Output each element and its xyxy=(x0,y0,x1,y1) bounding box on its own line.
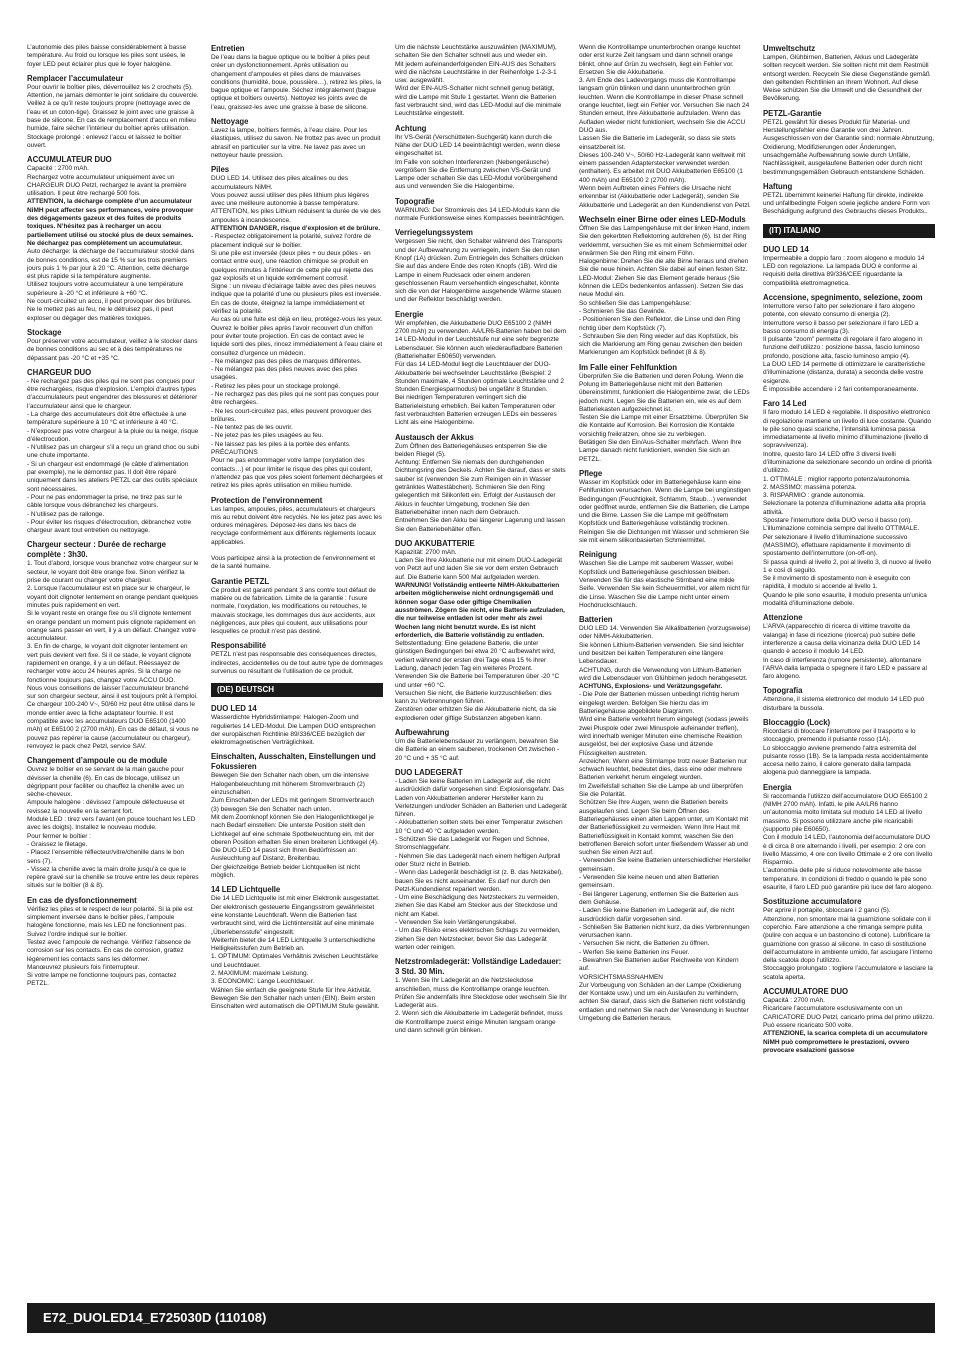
body-paragraph: Kapazität: 2700 mAh. xyxy=(395,548,457,556)
body-paragraph: Nous vous conseillons de laisser l’accumulateur branché sur son chargeur secteur, ainsi il est toujours prêt à l’emploi. xyxy=(27,684,198,701)
body-paragraph: Per aprire il portapile, sbloccare i 2 ganci (5). xyxy=(763,907,891,915)
body-paragraph: - Akkubatterien sollten stets bei einer Temperatur zwischen 10 °C und 40 °C aufgeladen werden. xyxy=(395,819,563,835)
body-paragraph: Vous participez ainsi à la protection de l’environnement et de la santé humaine. xyxy=(211,555,376,571)
body-paragraph: L’autonomia delle pile si riduce notevolmente alle basse temperature. In condizioni di freddo o quando le pile sono esaurite, il faro LED può garantire più luce del faro alogeno. xyxy=(763,867,933,892)
body-paragraph: Interruttore verso l’alto per selezionare il faro alogeno potente, con elevato consumo di energia (2). xyxy=(763,302,915,319)
body-paragraph: 1. OPTIMUM: Optimales Verhältnis zwischen Leuchtstärke und Leuchtdauer. xyxy=(211,953,379,969)
body-paragraph: L’ARVA (apparecchio di ricerca di vittime travolte da valanga) in fase di ricezione (ricerca) può subire delle interferenze a causa della vicinanza della DUO LED 14 quando è acceso il modulo 14 LED. xyxy=(763,623,921,656)
body-paragraph: ACHTUNG, durch die Verwendung von Lithium-Batterien wird die Lebensdauer von Glühbirnen jedoch herabgesetzt. xyxy=(579,666,748,682)
section-heading: CHARGEUR DUO xyxy=(27,367,92,377)
body-paragraph: Um die nächste Leuchtstärke auszuwählen (MAXIMUM), schalten Sie den Schalter schnell aus und wieder ein. xyxy=(395,44,557,60)
text-column-3 xyxy=(395,44,567,1296)
body-paragraph: Inoltre, questo faro 14 LED offre 3 diversi livelli d’illuminazione da selezionare secondo un ordine di priorità d’utilizzo. xyxy=(763,450,932,475)
body-paragraph: Im Zweifelsfall schalten Sie die Lampe ab und überprüfen Sie die Polarität. xyxy=(579,782,743,799)
section-heading: Energie xyxy=(395,309,424,319)
body-paragraph: Rechargez votre accumulateur uniquement avec un CHARGEUR DUO Petzl, rechargez le avant la première utilisation. Il peut être rechargé 500 fois. xyxy=(27,173,187,198)
body-paragraph: Ce chargeur 100-240 V~, 50/60 Hz peut être utilisé dans le monde entier avec la fiche adaptateur fournie. Il est compatible avec les accumulateurs DUO E65100 (1400 mAh) et E65100 2 (2700 mAh). En cas de défaut, si vous ne pouvez pas repérer la cause (accumulateur ou chargeur), renvoyez le pack chez Petzl, service SAV. xyxy=(27,701,199,750)
section-heading: Im Falle einer Fehlfunktion xyxy=(579,362,677,372)
body-paragraph: È impossibile accendere i 2 fari contemporaneamente. xyxy=(763,385,919,393)
section-heading: Wechseln einer Birne oder eines LED-Moduls xyxy=(579,214,746,224)
body-paragraph: Zum Öffnen des Batteriegehäuses entsperren Sie die beiden Riegel (5). xyxy=(395,442,547,458)
body-paragraph: - Respectez obligatoirement la polarité, suivez l’ordre de placement indiqué sur le boîtier. xyxy=(211,233,372,249)
body-paragraph: - Positionieren Sie den Reflektor, die Linse und den Ring richtig über dem Kopfstück (7). xyxy=(579,316,741,332)
body-paragraph: So schließen Sie das Lampengehäuse: xyxy=(579,299,692,307)
body-paragraph: Für das 14 LED-Modul liegt die Leuchtdauer der DUO-Akkubatterie bei wechselnder Leuchtstärke (Beispiel: 2 Stunden maximale, 4 Stunden optimale Leuchtstärke und 2 Stunden Energiesparmodus) bei ungefähr 8 Stunden. xyxy=(395,361,564,394)
body-paragraph: Zerstören oder erhitzen Sie die Akkubatterie nicht, da sie explodieren oder giftige Substanzen abgeben kann. xyxy=(395,706,557,722)
warning-paragraph: WARNUNG! Vollständig entleerte NiMH-Akkubatterien arbeiten möglicherweise nicht ordnungsgemäß und können sogar Gase oder giftige Chemikalien ausströmen. Zögern Sie nicht, eine Batterie aufzuladen, die nur teilweise entladen ist oder mehr als zwei Wochen lang nicht benutzt wurde. Es ist nicht erforderlich, die Batterie vollständig zu entladen. xyxy=(395,582,565,639)
body-paragraph: Waschen Sie die Lampe mit sauberem Wasser, wobei Kopfstück und Batteriegehäuse geschlossen bleiben. Verwenden Sie für das elastische Stirnband eine milde Seife. Verwenden Sie kein Scheuermittel, vor allem nicht für die Linse. Waschen Sie die Lampe nicht unter einem Hochdruckschlauch. xyxy=(579,560,750,609)
body-paragraph: Entnehmen Sie den Akku bei längerer Lagerung und lassen Sie den Batteriebehälter offen. xyxy=(395,517,566,533)
section-heading: Changement d’ampoule ou de module xyxy=(27,756,168,766)
body-paragraph: Spostare l’interruttore della DUO verso il basso (on). L’illuminazione comincia sempre dal livello OTTIMALE. xyxy=(763,517,920,533)
body-paragraph: - Ne mélangez pas des piles neuves avec des piles usagées. xyxy=(211,366,358,382)
body-paragraph: Versuchen Sie nicht, die Batterie kurzzuschließen: dies kann zu Verbrennungen führen. xyxy=(395,689,552,706)
body-paragraph: - Bewahren Sie Batterien außer Reichweite von Kindern auf. xyxy=(579,956,739,973)
body-paragraph: Stoccaggio prolungato : togliere l’accumulatore e lasciare la scatola aperta. xyxy=(763,965,933,981)
body-paragraph: Ricaricare l’accumulatore esclusivamente con un CARICATORE DUO Petzl, caricarlo prima del primo utilizzo. Può essere ricaricato 500 volte. xyxy=(763,1005,935,1029)
warning-paragraph: ATTENZIONE, la scarica completa di un accumulatore NiMH può compromettere le prestazioni, ovvero provocare esalazioni gassose xyxy=(763,1030,928,1054)
body-paragraph: Zur Vorbeugung von Schäden an der Lampe (Oxidierung der Kontakte usw.) und um ein Auslaufen zu verhindern, achten Sie darauf, dass sich die Batterien nicht vollständig entladen und nehmen Sie nach der Verwendung in feuchter Umgebung die Batterien heraus. xyxy=(579,981,749,1023)
section-heading: PETZL-Garantie xyxy=(763,108,822,118)
section-heading: Responsabilité xyxy=(211,641,267,651)
section-heading: Garantie PETZL xyxy=(211,576,270,586)
section-heading: DUO LED 14 xyxy=(763,244,809,254)
body-paragraph: De l’eau dans la bague optique ou le boîtier à piles peut créer un dysfonctionnement. Après utilisation ou changement d’ampoules et piles dans de mauvaises conditions (humidité, boue, poussière…), retirez les piles, la bague optique et l’ampoule. Séchez intégralement (bague optique et boîtiers ouverts). Nettoyez les joints avec de l’eau, graissez-les avec une graisse à base de silicone. xyxy=(211,54,382,111)
body-paragraph: - Verwenden Sie kein Verlängerungskabel. xyxy=(395,919,517,927)
body-paragraph: Utilisez toujours votre accumulateur à une température supérieure à -20 °C et inférieure à +60 °C. xyxy=(27,281,184,297)
body-paragraph: Ihr VS-Gerät (Verschütteten-Suchgerät) kann durch die Nähe der DUO LED 14 beeinträchtigt werden, wenn diese eingeschaltet ist. xyxy=(395,133,561,158)
section-heading: Faro 14 Led xyxy=(763,399,807,409)
body-paragraph: Um die Batterielebensdauer zu verlängern, bewahren Sie die Batterie an einem sauberen, trockenen Ort zwischen - 20 °C und + 35 °C auf. xyxy=(395,738,560,762)
section-heading: Nettoyage xyxy=(211,117,249,127)
body-paragraph: - Bei längerer Lagerung, entfernen Sie die Batterien aus dem Gehäuse. xyxy=(579,890,739,906)
body-paragraph: Ce produit est garanti pendant 3 ans contre tout défaut de matière ou de fabrication. Limite de la garantie : l’usure normale, l’oxydation, les modifications ou retouches, le mauvais stockage, les dommages dus aux accidents, aux négligences, aux piles qui coulent, aux utilisations pour lesquelles ce produit n’est pas destiné. xyxy=(211,586,376,636)
section-heading: Pflege xyxy=(579,468,603,478)
body-paragraph: Pour fermer le boîtier : xyxy=(27,832,91,840)
body-paragraph: 1. Wenn Sie Ihr Ladegerät an die Netzsteckdose anschließen, muss die Kontrolllampe orange leuchten. Prüfen Sie andernfalls Ihre Steckdose oder wechseln Sie Ihr Ladegerät aus. xyxy=(395,977,567,1010)
body-paragraph: Lo sbloccaggio avviene premendo l’altra estremità del pulsante rosso (1B). Se la lampada resta accidentalmente accesa nello zaino, il calore generato dalla lampada alogena può danneggiare la lampada. xyxy=(763,744,929,777)
body-paragraph: - Vissez la chenille avec la main droite jusqu’à ce que le repère gravé sur la chenille se trouve entre les deux repères situés sur le boîtier (8 & 8). xyxy=(27,865,199,890)
body-paragraph: Betätigen Sie den Ein/Aus-Schalter mehrfach. Wenn Ihre Lampe danach nicht funktioniert, wenden Sie sich an PETZL. xyxy=(579,439,742,463)
body-paragraph: Verwenden Sie die Batterie bei Temperaturen über -20 °C und unter +60 °C. xyxy=(395,673,560,689)
body-paragraph: Quando le pile sono esaurite, il modulo presenta un’unica modalità d’illuminazione debole. xyxy=(763,591,927,608)
warning-paragraph: ATTENTION DANGER, risque d’explosion et de brûlure. xyxy=(211,225,381,233)
body-paragraph: 2. MAXIMUM: maximale Leistung. xyxy=(211,970,309,978)
body-paragraph: 2. MASSIMO: massima potenza. xyxy=(763,483,857,491)
section-heading: Stockage xyxy=(27,327,62,337)
body-paragraph: Signe : un niveau d’éclairage faible avec des piles neuves indique que la polarité d’une ou plusieurs piles est inversée. xyxy=(211,283,382,299)
body-paragraph: Selezionare la potenza d’illuminazione adatta alla propria attività. xyxy=(763,500,926,516)
body-paragraph: Wird der EIN-AUS-Schalter nicht schnell genug betätigt, wird die Lampe mit Stufe 1 gestartet. Wenn die Batterien fast verbraucht sind, wird das LED-Modul auf die minimale Leuchtstärke eingestellt. xyxy=(395,85,562,118)
body-paragraph: Vous pouvez aussi utiliser des piles lithium plus légères avec une meilleure autonomie à basse température. xyxy=(211,191,369,208)
body-paragraph: Wasserdichte Hybridstirnlampe: Halogen-Zoom und reguliertes 14 LED-Modul. Die Lampen DUO entsprechen der europäischen Richtlinie 89/336/CEE bezüglich der elektromagnetischen Verträglichkeit. xyxy=(211,714,376,747)
body-paragraph: - Ne rechargez pas des piles qui ne sont pas conçues pour être rechargées. xyxy=(211,390,379,407)
body-paragraph: Mit jedem aufeinanderfolgenden EIN-AUS des Schalters wird die nächste Leuchtstärke in der Reihenfolge 1-2-3-1 usw. ausgewählt. xyxy=(395,60,557,85)
body-paragraph: VORSICHTSMASSNAHMEN xyxy=(579,973,663,981)
text-column-2 xyxy=(211,44,383,1296)
section-heading: Piles xyxy=(211,165,230,175)
body-paragraph: Si raccomanda l’utilizzo dell’accumulatore DUO E65100 2 (NIMH 2700 mAh). Infatti, le pile AA/LR6 hanno un’autonomia molto limitata sul modulo 14 LED al livello massimo. Si possono utilizzare anche pile ricaricabili (supporto pile E60650). xyxy=(763,792,928,833)
section-heading: Verriegelungssystem xyxy=(395,228,473,238)
body-paragraph: PETZL n’est pas responsable des conséquences directes, indirectes, accidentelles ou de tout autre type de dommages survenus ou résultant de l’utilisation de ce produit. xyxy=(211,651,383,675)
body-paragraph: - Schrauben Sie den Ring wieder auf das Kopfstück, bis sich die Markierung am Ring genau zwischen den beiden Markierungen am Kopfstück befindet (8 & 8). xyxy=(579,332,743,357)
body-paragraph: 1. OTTIMALE : miglior rapporto potenza/autonomia. xyxy=(763,475,911,483)
body-paragraph: 3. RISPARMIO : grande autonomia. xyxy=(763,492,865,500)
body-paragraph: Con il modulo 14 LED, l’autonomia dell’accumulatore DUO è di circa 8 ore alternando i livelli, per esempio: 2 ore con livello Massimo, 4 ore con livello Ottimale e 2 ore con livello Risparmio. xyxy=(763,834,933,867)
warning-paragraph: ACHTUNG, Explosions- und Verätzungsgefahr. xyxy=(579,683,723,691)
body-paragraph: - Schmieren Sie das Gewinde. xyxy=(579,307,666,315)
body-paragraph: ATTENTION, les piles Lithium réduisent la durée de vie des ampoules à incandescence. xyxy=(211,208,381,224)
body-paragraph: Bewegen Sie den Schalter nach oben, um die intensive Halogenbeleuchtung mit höherem Stromverbrauch (2) einzuschalten. xyxy=(211,772,369,797)
warning-paragraph: ATTENTION, la décharge complète d’un accumulateur NiMH peut affecter ses performances, voire provoquer des dégagements gazeux et des fuites de produits toxiques. N’hésitez pas à recharger un accu partiellement utilisé ou stocké plus de deux semaines. Ne déchargez pas complètement un accumulateur. xyxy=(27,198,194,247)
body-paragraph: Si une pile est inversée (deux piles + ou deux pôles - en contact entre eux), une réaction chimique se produit en quelques minutes à l’intérieur de cette pile qui rejette des gaz explosifs et un liquide extrêmement corrosif. xyxy=(211,249,374,282)
text-column-1 xyxy=(27,44,199,1296)
section-heading: Topografia xyxy=(763,686,803,696)
body-paragraph: Ne court-circuitez un accu, il peut provoquer des brûlures. xyxy=(27,298,192,306)
section-heading: Achtung xyxy=(395,123,427,133)
paragraph-spacer xyxy=(211,547,383,555)
body-paragraph: Im Falle von solchen Interferenzen (Nebengeräusche) vergrößern Sie die Entfernung zwischen VS-Gerät und Lampe oder schalten Sie das LED-Modul vorübergehend aus und verwenden Sie die Halogenbirne. xyxy=(395,158,558,191)
section-heading: Bloccaggio (Lock) xyxy=(763,718,831,727)
section-heading: Austausch der Akkus xyxy=(395,432,474,442)
section-heading: Energia xyxy=(763,782,792,792)
body-paragraph: In caso di interferenza (rumore persistente), allontanare l’ARVA dalla lampada o spegnere il faro LED e passare al faro alogeno. xyxy=(763,656,927,681)
body-paragraph: Impermeabile a doppio faro : zoom alogeno e modulo 14 LED con regolazione. La lampada DUO è conforme ai requisiti della direttiva 89/336/CEE riguardante la compatibilità elettromagnetica. xyxy=(763,254,925,287)
text-column-5 xyxy=(763,44,935,1296)
body-paragraph: - Nehmen Sie das Ladegerät nach einem heftigen Aufprall oder Sturz nicht in Betrieb. xyxy=(395,852,561,868)
body-paragraph: - Schließen Sie Batterien nicht kurz, da dies Verbrennungen verursachen kann. xyxy=(579,923,750,940)
body-paragraph: Wird eine Batterie verkehrt herum eingelegt (sodass jeweils zwei Pluspole oder zwei Minuspole aufeinander treffen), wird innerhalb weniger Minuten eine chemische Reaktion ausgelöst, bei der explosive Gase und ätzende Flüssigkeiten austreten. xyxy=(579,716,749,757)
body-paragraph: - Um eine Beschädigung des Netzsteckers zu vermeiden, ziehen Sie das Kabel am Stecker aus der Steckdose und nicht am Kabel. xyxy=(395,894,559,918)
section-heading: Topografie xyxy=(395,196,435,206)
section-heading: Accensione, spegnimento, selezione, zoom xyxy=(763,292,923,302)
body-paragraph: Ampoule halogène : dévissez l’ampoule défectueuse et revissez la nouvelle en la serrant fort. xyxy=(27,799,185,815)
body-paragraph: Laden Sie Ihre Akkubatterie nur mit einem DUO-Ladegerät von Petzl auf und laden Sie sie vor dem ersten Gebrauch auf. Die Batterie kann 500 Mal aufgeladen werden. xyxy=(395,557,563,581)
body-paragraph: - Retirez les piles pour un stockage prolongé. xyxy=(211,382,341,390)
section-heading: Chargeur secteur : Durée de recharge complète : 3h30. xyxy=(27,540,166,560)
body-paragraph: Pour ouvrir le boîtier piles, déverrouillez les 2 crochets (5). xyxy=(27,83,193,91)
body-paragraph: Testez avec l’ampoule de rechange. Vérifiez l’absence de corrosion sur les contacts. En cas de corrosion, grattez légèrement les contacts sans les déformer. xyxy=(27,938,191,963)
section-heading: Batterien xyxy=(579,615,613,625)
body-paragraph: 3. Am Ende des Ladevorgangs muss die Kontrolllampe langsam grün blinken und dann ununterbrochen grün leuchten. Wenn die Kontrolllampe in dieser Phase schnell orange leuchtet, liegt ein Fehler vor. Versuchen Sie nach 24 Stunden erneut, Ihre Akkubatterie aufzuladen. Wenn das Aufladen wieder nicht funktioniert, wechseln Sie die ACCU DUO aus. xyxy=(579,77,750,134)
body-paragraph: 3. En fin de charge, le voyant doit clignoter lentement en vert puis devient vert fixe. Si il ce stade, le voyant clignote rapidement en orange, il y a un défaut. Réessayez de recharger votre accu 24 heures après. Si la charge ne fonctionne toujours pas, changez votre ACCU DUO. xyxy=(27,643,192,684)
body-paragraph: Lampen, Glühbirnen, Batterien, Akkus und Ladegeräte sollten recycelt werden. Sie sollten nicht mit dem Restmüll entsorgt werden. Recyceln Sie diese Gegenstände gemäß den geltenden Richtlinien an Ihrem Wohnort. Auf diese Weise schützen Sie die Umwelt und die Gesundheit der Bevölkerung. xyxy=(763,54,930,103)
body-paragraph: - Um das Risiko eines elektrischen Schlags zu vermeiden, ziehen Sie den Netzstecker, bevor Sie das Ladegerät warten oder reinigen. xyxy=(395,927,561,951)
body-paragraph: Schützen Sie Ihre Augen, wenn die Batterien bereits ausgelaufen sind. Legen Sie beim Öffnen des Batteriegehäuses einen alten Lappen unter, um Kontakt mit der Batterieflüssigkeit zu vermeiden. Wenn Ihre Haut mit Batterieflüssigkeit in Kontakt kommt, waschen Sie den betroffenen Bereich sofort unter fließendem Wasser ab und suchen Sie einen Arzt auf. xyxy=(579,799,749,857)
body-paragraph: Wenn beim Auftreten eines Fehlers die Ursache nicht erkennbar ist (Akkubatterie oder Ladegerät), senden Sie Akkubatterie und Ladegerät an den Kundendienst von Petzl. xyxy=(579,185,751,209)
body-paragraph: Interruttore verso il basso per selezionare il faro LED a basso consumo di energia (3). xyxy=(763,319,919,335)
body-paragraph: PETZL übernimmt keinerlei Haftung für direkte, indirekte und unfallbedingte Folgen sowie jegliche andere Form von Beschädigung aufgrund des Gebrauchs dieses Produkts.. xyxy=(763,191,930,216)
section-heading: Netzstromladegerät: Vollständige Ladedauer: 3 Std. 30 Min. xyxy=(395,957,562,977)
body-paragraph: Ricordarsi di bloccare l’interruttore per il trasporto e lo stoccaggio, premendo il pulsante rosso (1A). xyxy=(763,728,916,744)
body-paragraph: Vergessen Sie nicht, den Schalter während des Transports und der Aufbewahrung zu verriegeln, indem Sie den roten Knopf (1A) drücken. Zum Entriegeln des Schalters drücken Sie auf das andere Ende des roten Knopfs (1B). Wird die Lampe in einem Rucksack oder einem anderen geschlossenen Raum versehentlich eingeschaltet, könnte sich die von der Halogenbirne ausgehende Wärme stauen und der Reflektor beschädigt werden. xyxy=(395,238,564,304)
body-paragraph: Öffnen Sie das Lampengehäuse mit der linken Hand, indem Sie den gekerbten Reflektorring aufdrehen (6). Ist der Ring verklemmt, versuchen Sie es mit einem Schmiermittel oder erwärmen Sie den Ring mit einem Föhn. xyxy=(579,224,750,257)
section-heading: Attenzione xyxy=(763,613,803,623)
body-paragraph: - Versuchen Sie nicht, die Batterien zu öffnen. xyxy=(579,940,710,948)
body-paragraph: La DUO LED 14 permette di ottimizzare le caratteristiche d’illuminazione (distanza, durata) a seconda delle vostre esigenze. xyxy=(763,361,925,385)
body-paragraph: - Si un chargeur est endommagé (le câble d’alimentation par exemple), ne le démontez pas. Il doit être réparé uniquement dans les ateliers PETZL car des outils spéciaux sont nécessaires. xyxy=(27,460,198,493)
body-paragraph: Per selezionare il livello d’illuminazione successivo (MASSIMO), effettuare rapidamente il movimento di spostamento dell’interruttore (on-off-on). xyxy=(763,533,911,558)
body-paragraph: Attenzione, non smontare mai la guarnizione solidale con il coperchio. Fare attenzione a che rimanga sempre pulita (pulire con acqua e un bastoncino di cotone). Lubrificare la guarnizione con grasso al silicone. In caso di sostituzione dell’accumulatore in ambiente umido, far asciugare l’interno della scatola dopo l’utilizzo. xyxy=(763,915,933,965)
body-paragraph: Attenzione, il sistema elettronico del modulo 14 LED può disturbare la bussola. xyxy=(763,696,925,712)
body-paragraph: Die 14 LED Lichtquelle ist mit einer Elektronik ausgestattet. Der elektronisch gesteuerte Eingangsstrom gewährleistet eine konstante Leuchtkraft. Wenn die Batterien fast verbraucht sind, wird die Lichtintensität auf eine minimale „Überlebensstufe” eingestellt. xyxy=(211,895,380,936)
section-heading: DUO AKKUBATTERIE xyxy=(395,538,475,548)
body-paragraph: Ouvrez le boîtier en se servant de la main gauche pour dévisser la chenille (6). En cas de blocage, utilisez un dégrippant pour faciliter ou chauffez la chenille avec un sèche-cheveux. xyxy=(27,766,184,799)
language-section-banner: (DE) DEUTSCH xyxy=(211,683,383,697)
body-paragraph: - Ne les court-circuitez pas, elles peuvent provoquer des brûlures. xyxy=(211,407,372,423)
body-paragraph: - Pour éviter les risques d’électrocution, débranchez votre chargeur avant tout entretien ou nettoyage. xyxy=(27,518,192,535)
body-paragraph: Se il movimento di spostamento non è eseguito con rapidità, il modulo si accende al livello 1. xyxy=(763,575,911,591)
section-heading: DUO LED 14 xyxy=(211,704,257,714)
section-heading: Einschalten, Ausschalten, Einstellungen und Fokussieren xyxy=(211,752,376,772)
document-code-footer: E72_DUOLED14_E725030D (110108) xyxy=(27,1303,935,1333)
body-paragraph: PETZL gewährt für dieses Produkt für Material- und Herstellungsfehler eine Garantie von drei Jahren. Ausgeschlossen von der Garantie sind: normale Abnutzung, Oxidierung, Modifizierungen oder Änderungen, unsachgemäße Aufbewahrung sowie durch Unfälle, Nachlässigkeit, ausgelaufene Batterien oder durch nicht bestimmungsgemäßen Gebrauch entstandene Schäden. xyxy=(763,118,935,176)
body-paragraph: - Ne mélangez pas des piles de marques différentes. xyxy=(211,357,362,365)
body-paragraph: - N’exposez pas votre chargeur à la pluie ou la neige, risque d’électrocution. xyxy=(27,427,199,443)
body-paragraph: Capacité : 2700 mAh. xyxy=(27,165,89,173)
body-paragraph: Il faro modulo 14 LED è regolabile. Il dispositivo elettronico di regolazione mantiene un livello di luce costante. Quando le pile sono quasi scariche, l’intensità luminosa passa immediatamente al livello minimo d’illuminazione (livello di sopravvivenza). xyxy=(763,409,932,450)
body-paragraph: DUO LED 14. Verwenden Sie Alkalibatterien (vorzugsweise) oder NiMH-Akkubatterien. xyxy=(579,625,751,641)
body-paragraph: - Ne jetez pas les piles usagées au feu. xyxy=(211,432,324,440)
body-paragraph: Bewegen Sie den Schalter nach unten (EIN). Beim ersten Einschalten wird automatisch die OPTIMUM Stufe gewählt. xyxy=(211,994,380,1011)
section-heading: Haftung xyxy=(763,181,793,191)
section-heading: Reinigung xyxy=(579,550,617,560)
body-paragraph: - Schützen Sie das Ladegerät vor Regen und Schnee, Stromschlaggefahr. xyxy=(395,836,550,852)
body-paragraph: Si passa quindi al livello 2, poi al livello 3, di nuovo al livello 1 e così di seguito. xyxy=(763,558,932,574)
body-paragraph: Achtung: Entfernen Sie niemals den durchgehenden Dichtungsring des Deckels. Achten Sie darauf, dass er stets sauber ist (verwenden Sie zum Reinigen ein in Wasser getränktes Wattestäbchen). Schmieren Sie den Ring gelegentlich mit Silikonfett ein. Erfolgt der Austausch der Akkus in feuchter Umgebung, trocknen Sie den Batteriebehälter innen nach dem Gebrauch. xyxy=(395,459,566,516)
body-paragraph: Manœuvrez plusieurs fois l’interrupteur. xyxy=(27,963,140,971)
body-paragraph: - Ne laissez pas les piles à la portée des enfants. xyxy=(211,440,351,448)
section-heading: En cas de dysfonctionnement xyxy=(27,895,137,905)
body-paragraph: 3. ECONOMIC: Lange Leuchtdauer. xyxy=(211,978,315,986)
body-paragraph: 2. Lorsque l’accumulateur est en place sur le chargeur, le voyant doit clignoter lentement en orange pendant quelques minutes puis rapidement en vert. xyxy=(27,585,198,609)
body-paragraph: Module LED : tirez vers l’avant (en pouce touchant les LED avec les doigts). Installez le nouveau module. xyxy=(27,816,196,832)
section-heading: Remplacer l’accumulateur xyxy=(27,73,124,83)
body-paragraph: - Verwenden Sie keine neuen und alten Batterien gemeinsam. xyxy=(579,874,719,890)
body-paragraph: - Laden Sie keine Batterien im Ladegerät auf, die nicht ausdrücklich dafür vorgesehen sind. xyxy=(579,907,735,923)
body-paragraph: - Placez l’ensemble réflecteur/vitre/chenille dans le bon sens (7). xyxy=(27,849,184,865)
body-paragraph: Halogenbirne: Drehen Sie die alte Birne heraus und drehen Sie die neue hinein. Achten Sie dabei auf einen festen Sitz. xyxy=(579,258,749,274)
body-paragraph: En cas de doute, éteignez la lampe immédiatement et vérifiez la polarité. xyxy=(211,299,365,316)
body-paragraph: - N’utilisez pas de rallonge. xyxy=(27,510,105,518)
body-paragraph: DUO LED 14. Utilisez des piles alcalines ou des accumulateurs NiMH. xyxy=(211,175,348,191)
body-paragraph: Weiterhin bietet die 14 LED Lichtquelle 3 unterschiedliche Helligkeitsstufen zum Betrieb an. xyxy=(211,936,376,953)
body-paragraph: - Graissez le filetage. xyxy=(27,840,88,848)
text-column-4 xyxy=(579,44,751,1296)
body-paragraph: - Verwenden Sie keine Batterien unterschiedlicher Hersteller gemeinsam. xyxy=(579,857,751,873)
body-paragraph: Wählen Sie einfach die geeignete Stufe für Ihre Aktivität. xyxy=(211,986,372,994)
body-paragraph: Selbstentladung: Eine geladene Batterie, die unter günstigen Bedingungen bei etwa 20 °C aufbewahrt wird, verliert während der ersten drei Tage etwa 15 % ihrer Ladung, danach jeden Tag ein weiteres Prozent. xyxy=(395,640,556,672)
body-paragraph: - Laden Sie keine Batterien im Ladegerät auf, die nicht ausdrücklich dafür vorgesehen sind: Explosionsgefahr. Das Laden von Akkubatterien anderer Hersteller kann zu Verletzungen und/oder Schäden an Batterien und Ladegerät führen. xyxy=(395,777,567,819)
section-heading: Umweltschutz xyxy=(763,44,816,53)
body-paragraph: Si votre lampe ne fonctionne toujours pas, contactez PETZL. xyxy=(27,972,177,988)
body-paragraph: Pour préserver votre accumulateur, veillez à le stocker dans de bonnes conditions au sec et à des températures ne dépassant pas -20 °C et +35 °C. xyxy=(27,337,198,362)
body-paragraph: L’autonomie des piles baisse considérablement à basse température. Au froid ou lorsque les piles sont usées, le foyer LED peut éclairer plus que le foyer halogène. xyxy=(27,44,187,68)
body-paragraph: LED-Modul: Ziehen Sie das Element gerade heraus (Sie können die LEDs bedenkenlos anfassen). Setzen Sie das neue Modul ein. xyxy=(579,274,744,299)
body-paragraph: - Pour ne pas endommager la prise, ne tirez pas sur le câble lorsque vous débranchez les chargeurs. xyxy=(27,493,183,510)
body-paragraph: Wasser im Kopfstück oder im Batteriegehäuse kann eine Fehlfunktion verursachen. Wenn die Lampe bei ungünstigen Bedingungen (Feuchtigkeit, Schlamm, Staub…) verwendet oder geöffnet wurde, entfernen Sie die Batterien, die Lampe und die Birne. Lassen Sie die Lampe mit geöffnetem Kopfstück und Batteriegehäuse vollständig trocknen. Reinigen Sie die Dichtungen mit Wasser und schmieren Sie sie mit einem silikonbasierten Schmiermittel. xyxy=(579,478,751,545)
body-paragraph: 2. Wenn sich die Akkubatterie im Ladegerät befindet, muss die Kontrolllampe zuerst einige Minuten langsam orange und dann schnell grün blinken. xyxy=(395,1010,563,1034)
language-section-banner: (IT) ITALIANO xyxy=(763,224,935,238)
body-paragraph: Capacità : 2700 mAh. xyxy=(763,997,825,1005)
body-paragraph: Ne le mettez pas au feu, ne le détruisez pas, il peut exploser ou dégager des matières toxiques. xyxy=(27,306,174,322)
body-paragraph: WARNUNG: Der Stromkreis des 14 LED-Moduls kann die normale Funktionsweise eines Kompasses beeinträchtigen. xyxy=(395,206,565,223)
body-paragraph: Der gleichzeitige Betrieb beider Lichtquellen ist nicht möglich. xyxy=(211,863,361,880)
body-paragraph: Sie können Lithium-Batterien verwenden. Sie sind leichter und besitzen bei kalten Temperaturen eine längere Lebensdauer. xyxy=(579,641,744,666)
body-paragraph: Zum Einschalten der LEDs mit geringem Stromverbrauch (3) bewegen Sie den Schalter nach unten. xyxy=(211,797,375,813)
body-paragraph: Testen Sie die Lampe mit einer Ersatzbirne. Überprüfen Sie die Kontakte auf Korrosion. Bei Korrosion die Kontakte vorsichtig freikratzen, ohne sie zu verbiegen. xyxy=(579,414,749,438)
body-paragraph: Wir empfehlen, die Akkubatterie DUO E65100 2 (NiMH 2700 mAh) zu verwenden. AA/LR6-Batterien haben bei dem 14 LED-Modul in der Leuchtstufe nur eine sehr begrenzte Lebensdauer. Sie können auch wiederaufladbare Batterien (Batteriehalter E60650) verwenden. xyxy=(395,319,567,360)
body-paragraph: Pour ne pas endommager votre lampe (oxydation des contacts…) et pour limiter le risque des piles qui coulent, n’attendez pas que vos piles soient fortement déchargées et retirez les piles après utilisation en milieu humide. xyxy=(211,457,383,490)
body-paragraph: Lavez la lampe, boîtiers fermés, à l’eau claire. Pour les élastiques, utilisez du savon. Ne frottez pas avec un produit abrasif en particulier sur la vitre. Ne lavez pas avec un nettoyeur haute pression. xyxy=(211,127,381,159)
body-paragraph: - Ne tentez pas de les ouvrir. xyxy=(211,424,293,432)
body-paragraph: - Ne rechargez pas des piles qui ne sont pas conçues pour être rechargées, risque d’explosion. L’emploi d’autres types d’accumulateurs peut engendrer des blessures et détériorer l’accumulateur ainsi que le chargeur. xyxy=(27,377,198,410)
section-heading: Sostituzione accumulatore xyxy=(763,897,862,907)
body-paragraph: - Die Pole der Batterien müssen unbedingt richtig herum eingelegt werden. Befolgen Sie hierzu das im Batteriegehäuse abgebildete Diagramm. xyxy=(579,691,740,716)
body-paragraph: Attention, ne jamais démonter le joint solidaire du couvercle. Veillez à ce qu’il reste toujours propre (nettoyage avec de l’eau et un coton-tige). Graissez le joint avec une graisse à base de silicone. En cas de remplacement d’accu en milieu humide, faire sécher l’intérieur du boîtier après utilisation. Stockage prolongé : enlevez l’accu et laissez le boîtier ouvert. xyxy=(27,92,199,149)
body-paragraph: Bei niedrigen Temperaturen verringert sich die Batterieleistung erheblich. Bei kalten Temperaturen oder fast verbrauchten Batterien erzeugen LEDs ein besseres Licht als eine Halogenbirne. xyxy=(395,394,557,427)
body-paragraph: Il pulsante “zoom” permette di regolare il faro alogeno in funzione dell’utilizzo : posizione bassa, fascio luminoso profondo, posizione alta, fascio luminoso ampio (4). xyxy=(763,336,923,360)
body-paragraph: Les lampes, ampoules, piles, accumulateurs et chargeurs mis au rebut doivent être recyclés. Ne les jetez pas avec les ordures ménagères. Déposez-les dans les bacs de recyclage conformément aux différents règlements locaux applicables. xyxy=(211,505,382,546)
body-paragraph: PRÉCAUTIONS xyxy=(211,449,258,457)
body-paragraph: Auto décharge: la décharge de l’accumulateur stocké dans de bonnes conditions, est de 15 % sur les trois premiers jours puis 1 % par jour à 20 °C. Attention, cette décharge est plus rapide si la température augmente. xyxy=(27,248,195,281)
body-paragraph: Überprüfen Sie die Batterien und deren Polung. Wenn die Polung im Batteriegehäuse nicht mit den Batterien übereinstimmt, funktioniert die Halogenbirne zwar, die LEDs jedoch nicht. Legen Sie die Batterien ein, wie es auf dem Batteriekasten aufgezeichnet ist. xyxy=(579,372,750,413)
body-paragraph: Dieses 100-240 V~, 50/60 Hz-Ladegerät kann weltweit mit einem passenden Adapterstecker verwendet werden (enthalten). Es arbeitet mit DUO Akkubatterien E65100 (1 400 mAh) und E65100 2 (2700 mAh). xyxy=(579,151,746,184)
body-paragraph: Wenn die Kontrolllampe ununterbrochen orange leuchtet oder erst kurze Zeit langsam und dann schnell orange blinkt, ohne auf Grün zu wechseln, liegt ein Fehler vor. Ersetzen Sie die Akkubatterie. xyxy=(579,44,741,76)
body-paragraph: Mit dem Zoomknopf können Sie den Halogenlichtkegel je nach Bedarf einstellen: Die unterste Position stellt den Lichtkegel auf eine schmale Spotbeleuchtung ein, mit der oberen Position erhalten Sie einen breiteren Lichtkegel (4). Die DUO LED 14 passt sich Ihren Bedürfnissen an: Ausleuchtung auf Distanz, Breitenbau. xyxy=(211,813,379,863)
section-heading: DUO LADEGERÄT xyxy=(395,767,463,777)
section-heading: Aufbewahrung xyxy=(395,728,450,738)
section-heading: Protection de l’environnement xyxy=(211,495,323,505)
section-heading: 14 LED Lichtquelle xyxy=(211,885,281,895)
body-paragraph: Lassen Sie die Batterie im Ladegerät, so dass sie stets einsatzbereit ist. xyxy=(579,135,736,151)
body-paragraph: Vérifiez les piles et le respect de leur polarité. Si la pile est simplement inversée dans le boîtier piles, l’ampoule halogène fonctionne, mais les LED ne fonctionnent pas. Suivez l’ordre indiqué sur le boîtier. xyxy=(27,905,193,938)
body-paragraph: Au cas où une fuite est déjà en lieu, protégez-vous les yeux. Ouvrez le boîtier piles après l’avoir recouvert d’un chiffon pour éviter toute projection. En cas de contact avec le liquide sorti des piles, rincez immédiatement à l’eau claire et consultez d’urgence un médecin. xyxy=(211,316,383,357)
body-paragraph: - Wenn das Ladegerät beschädigt ist (z. B. das Netzkabel), bauen Sie es nicht auseinander. Es darf nur durch den Petzl-Kundendienst repariert werden. xyxy=(395,869,563,893)
body-paragraph: 1. Tout d’abord, lorsque vous branchez votre chargeur sur le secteur, le voyant doit être orange fixe. Sinon vérifiez la prise de courant ou changer votre chargeur. xyxy=(27,560,199,585)
body-paragraph: - La charge des accumulateurs doit être effectuée à une température supérieure à 10 °C et inférieure à 40 °C. xyxy=(27,410,187,427)
body-paragraph: Anzeichen: Wenn eine Stirnlampe trotz neuer Batterien nur schwach leuchtet, bedeutet dies, dass eine oder mehrere Batterien verkehrt herum eingelegt wurden. xyxy=(579,757,747,782)
body-paragraph: Si le voyant reste en orange fixe ou s’il clignote lentement en orange pendant un moment puis clignote rapidement en orange sans passer en vert, il y a un défaut. Changez votre accumulateur. xyxy=(27,610,196,643)
section-heading: ACCUMULATEUR DUO xyxy=(27,155,112,165)
body-paragraph: - N’utilisez pas un chargeur s’il a reçu un grand choc ou subi une chute importante. xyxy=(27,444,199,460)
section-heading: ACCUMULATORE DUO xyxy=(763,987,848,997)
section-heading: Entretien xyxy=(211,44,245,53)
body-paragraph: - Werfen Sie keine Batterien ins Feuer. xyxy=(579,948,690,956)
